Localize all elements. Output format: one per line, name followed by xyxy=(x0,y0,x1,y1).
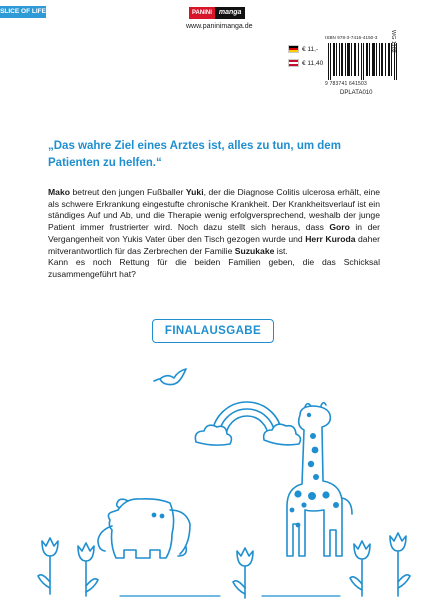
tagline-quote: „Das wahre Ziel eines Arztes ist, alles zu tun, um dem Patienten zu helfen.“ xyxy=(48,140,341,169)
tulip-icon xyxy=(233,548,253,598)
website-url: www.paninimanga.de xyxy=(186,23,253,30)
wg-code: WG 1182 xyxy=(390,30,396,53)
tulip-icon xyxy=(390,533,410,596)
final-edition-badge: FINALAUSGABE xyxy=(152,319,274,343)
logo-manga: manga xyxy=(215,7,246,19)
synopsis-paragraph-1: Mako betreut den jungen Fußballer Yuki, der die Diagnose Colitis ulcerosa erhält, eine als schwere Erkrankung eingestufte chronische Krankheit. Der Krankheitsverlauf ist ein ständiges Auf und Ab, und die Therapie wenig erfolgversprechend, weshalb der junge Patient immer frustrierter wird. Noch dazu stellt sich heraus, dass Goro in der Vergangenheit von Yukis Vater über den Tisch gezogen wurde und Herr Kuroda daher mitverantwortlich für das Zerbrechen der Familie Suzukake ist. xyxy=(48,187,381,256)
logo-panini: PANINI xyxy=(189,7,215,19)
barcode-number: 9 783741 641503 xyxy=(325,81,367,87)
cloud-icon xyxy=(195,424,300,445)
price-row-at xyxy=(288,58,323,68)
price-de: € 11,- xyxy=(302,45,319,53)
isbn-text: ISBN 978-3-7416-4150-3 xyxy=(325,35,378,40)
tulip-icon xyxy=(350,541,370,596)
price-list xyxy=(288,44,323,72)
germany-flag-icon xyxy=(288,45,299,53)
bird-icon xyxy=(154,369,186,385)
publisher-logo xyxy=(189,6,245,19)
tulip-icon xyxy=(78,543,98,596)
barcode-icon xyxy=(328,43,398,80)
giraffe-icon xyxy=(287,403,352,556)
illustration xyxy=(0,360,428,600)
product-code: DPLATA010 xyxy=(340,90,373,96)
synopsis xyxy=(48,187,380,281)
tulip-icon xyxy=(38,538,58,594)
price-at: € 11,40 xyxy=(302,59,324,67)
synopsis-paragraph-2: Kann es noch Rettung für die beiden Familien geben, die das Schicksal zusammengeführt hat? xyxy=(48,257,380,279)
price-row-de xyxy=(288,44,323,54)
elephant-icon xyxy=(98,499,190,558)
genre-badge: SLICE OF LIFE xyxy=(0,6,46,18)
austria-flag-icon xyxy=(288,59,299,67)
